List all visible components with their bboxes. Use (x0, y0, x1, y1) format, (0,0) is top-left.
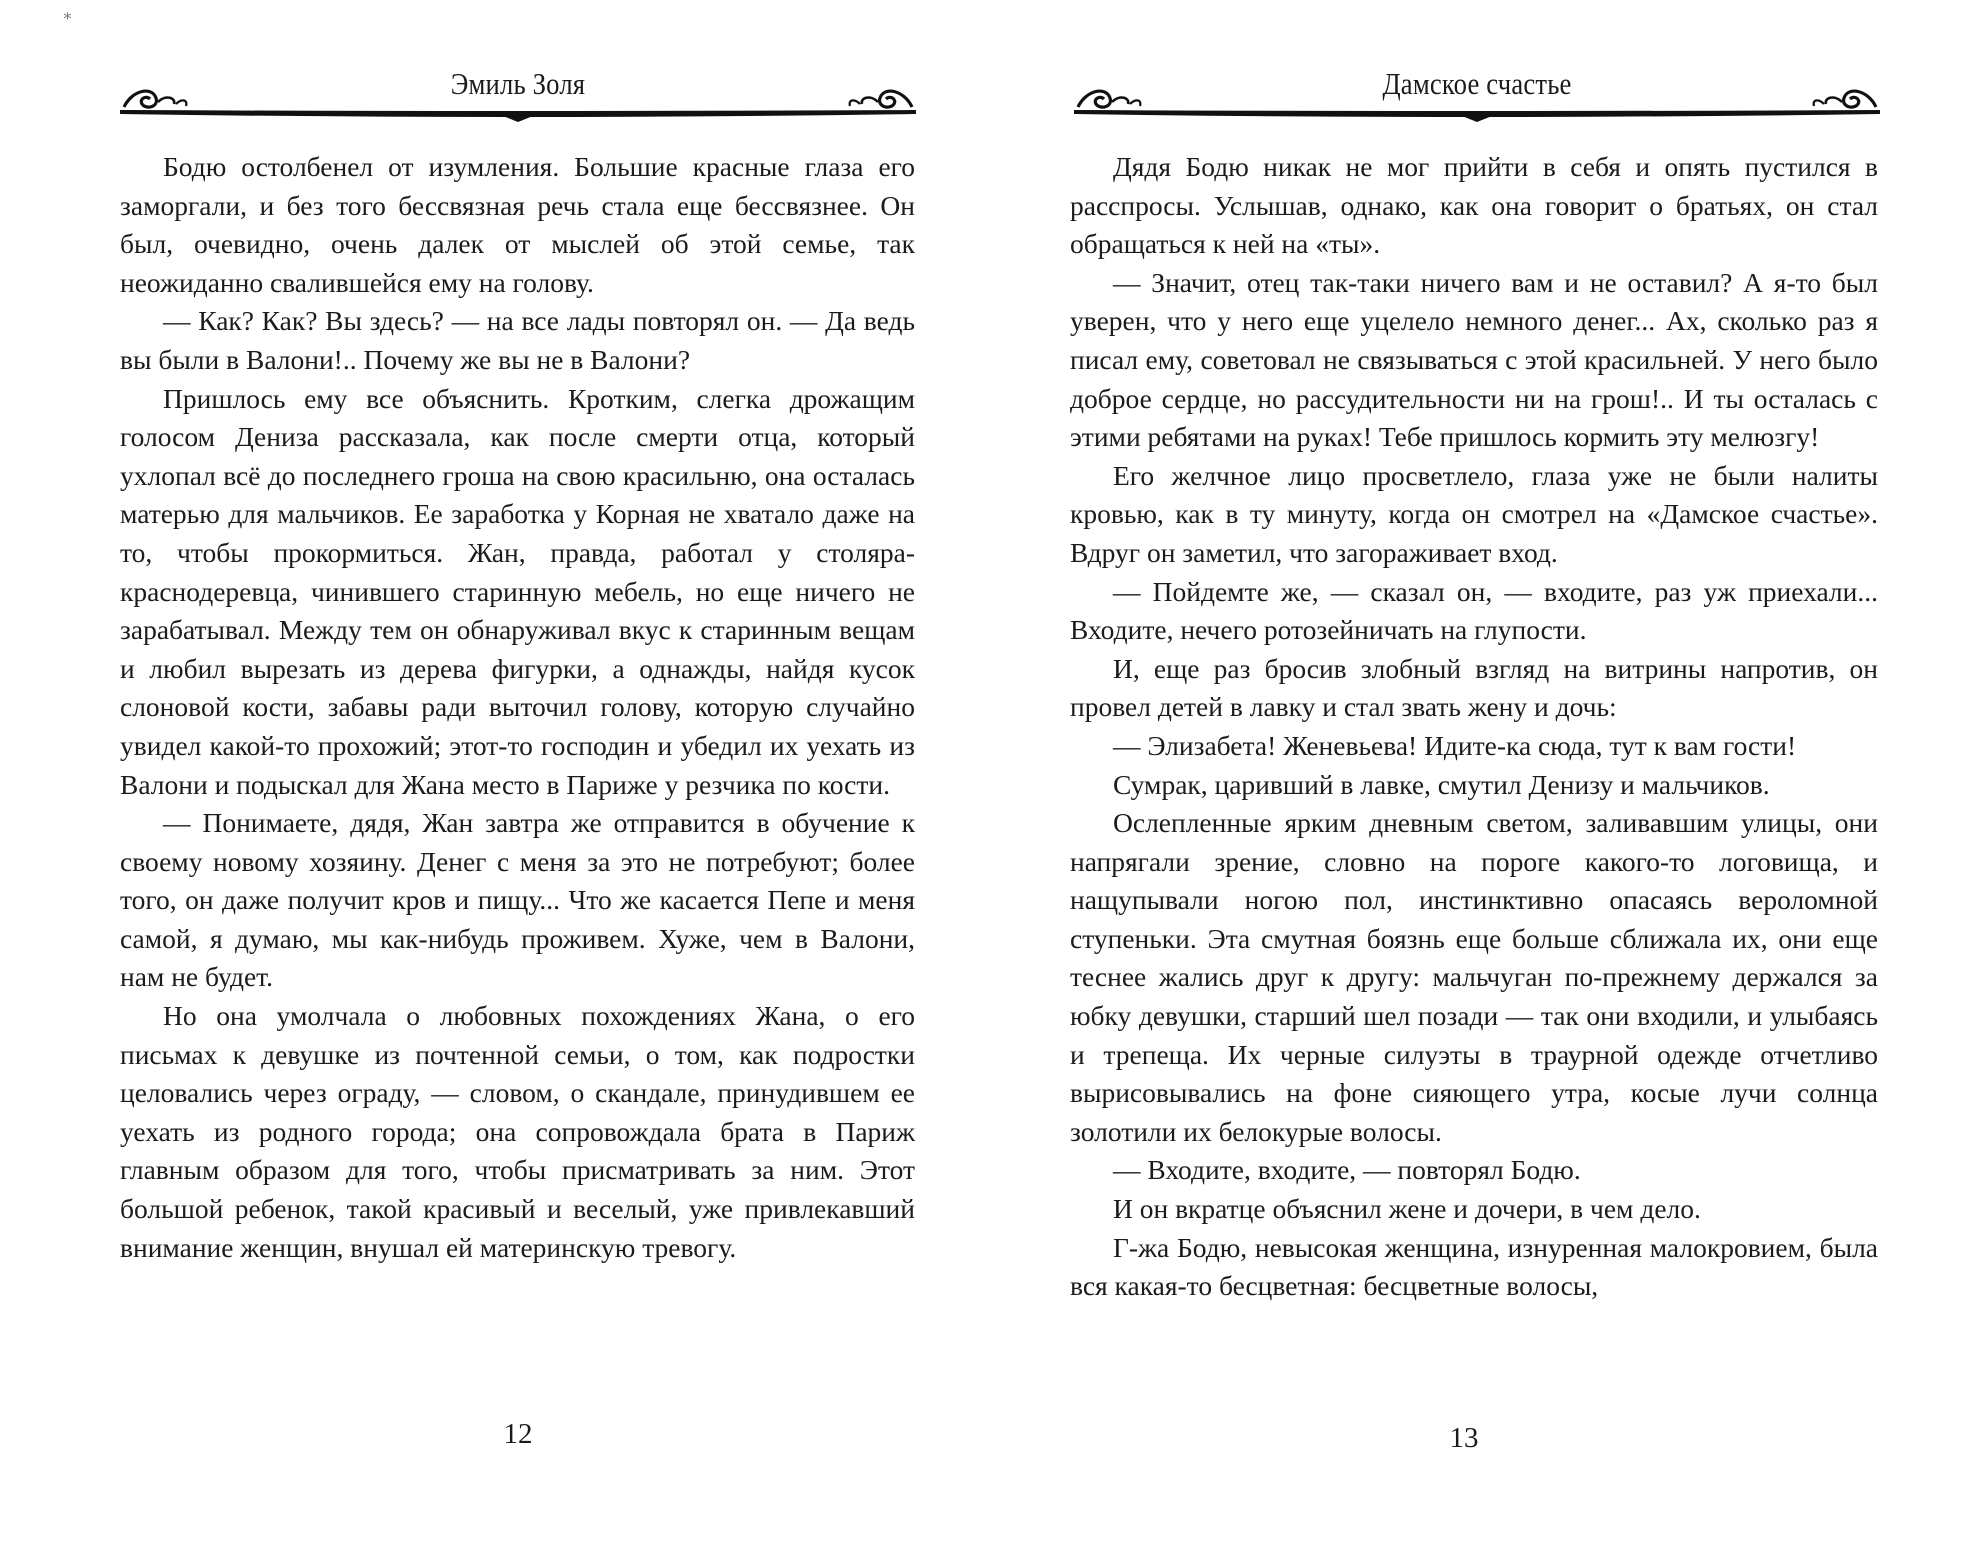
right-running-header (1072, 62, 1882, 132)
page-number: 13 (1449, 1422, 1479, 1454)
paragraph: Сумрак, царивший в лавке, смутил Денизу и мальчиков. (1113, 768, 1770, 800)
page-number: 12 (503, 1418, 533, 1450)
paragraph: И, еще раз бросив злобный взгляд на витрины напротив, он провел детей в лавку и стал звать жену и дочь: (1070, 652, 1878, 723)
paragraph: Пришлось ему все объяснить. Кротким, слегка дрожащим голосом Дениза рассказала, как после смерти отца, который ухлопал всё до последнего гроша на свою красильню, она осталась матерью для мальчиков. Ее заработка у Корная не хватало даже на то, чтобы прокормиться. Жан, правда, работал у столяра-краснодеревца, чинившего старинную мебель, но еще ничего не зарабатывал. Между тем он обнаруживал вкус к старинным вещам и любил вырезать из дерева фигурки, а однажды, найдя кусок слоновой кости, забавы ради выточил голову, которую случайно увидел какой-то прохожий; этот-то господин и убедил их уехать из Валони и подыскал для Жана место в Париже у резчика по кости. (120, 382, 915, 800)
left-running-header (118, 62, 918, 132)
paragraph: И он вкратце объяснил жене и дочери, в чем дело. (1113, 1193, 1701, 1225)
running-title: Эмиль Золя (450, 66, 586, 101)
paragraph: Его желчное лицо просветлело, глаза уже не были налиты кровью, как в ту минуту, когда он смотрел на «Дамское счастье». Вдруг он заметил, что загораживает вход. (1070, 459, 1878, 568)
paragraph: — Пойдемте же, — сказал он, — входите, раз уж приехали... Входите, нечего ротозейничать на глупости. (1070, 575, 1878, 646)
paragraph: Но она умолчала о любовных похождениях Жана, о его письмах к девушке из почтенной семьи, о том, как подростки целовались через ограду, — словом, о скандале, принудившем ее уехать из родного города; она сопровождала брата в Париж главным образом для того, чтобы присматривать за ним. Этот большой ребенок, такой красивый и веселый, уже привлекавший внимание женщин, внушал ей материнскую тревогу. (120, 1000, 915, 1263)
body-text (1070, 148, 1878, 1306)
paragraph: Бодю остолбенел от изумления. Большие красные глаза его заморгали, и без того бессвязная речь стала еще бессвязнее. Он был, очевидно, очень далек от мыслей об этой семье, так неожиданно свалившейся ему на голову. (120, 151, 915, 298)
paragraph: — Как? Как? Вы здесь? — на все лады повторял он. — Да ведь вы были в Валони!.. Почему же вы не в Валони? (120, 305, 915, 375)
paragraph: — Значит, отец так-таки ничего вам и не оставил? А я-то был уверен, что у него еще уцелело немного денег... Ах, сколько раз я писал ему, советовал не связываться с этой красильней. У него было доброе сердце, но рассудительности ни на грош!.. И ты осталась с этими ребятами на руках! Тебе пришлось кормить эту мелюзгу! (1070, 266, 1878, 453)
paragraph: Ослепленные ярким дневным светом, заливавшим улицы, они напрягали зрение, словно на пороге какого-то логовища, и нащупывали ногою пол, инстинктивно опасаясь вероломной ступеньки. Эта смутная боязнь еще больше сближала их, они еще теснее жались друг к другу: мальчуган по-прежнему держался за юбку девушки, старший шел позади — так они входили, и улыбаясь и трепеща. Их черные силуэты в траурной одежде отчетливо вырисовывались на фоне сияющего утра, косые лучи солнца золотили их белокурые волосы. (1070, 807, 1878, 1147)
scan-mark: ∗ (62, 8, 73, 25)
paragraph: — Элизабета! Женевьева! Идите-ка сюда, тут к вам гости! (1113, 729, 1797, 761)
running-title: Дамское счастье (1382, 66, 1572, 101)
paragraph: — Понимаете, дядя, Жан завтра же отправится в обучение к своему новому хозяину. Денег с меня за это не потребуют; более того, он даже получит кров и пищу... Что же касается Пепе и меня самой, я думаю, мы как-нибудь проживем. Хуже, чем в Валони, нам не будет. (120, 807, 915, 993)
paragraph: Г-жа Бодю, невысокая женщина, изнуренная малокровием, была вся какая-то бесцветная: бесцветные волосы, (1070, 1231, 1878, 1302)
right-page (984, 0, 1968, 1551)
paragraph: — Входите, входите, — повторял Бодю. (1113, 1154, 1581, 1186)
body-text (120, 148, 915, 1267)
paragraph: Дядя Бодю никак не мог прийти в себя и опять пустился в расспросы. Услышав, однако, как она говорит о братьях, он стал обращаться к ней на «ты». (1070, 151, 1878, 260)
